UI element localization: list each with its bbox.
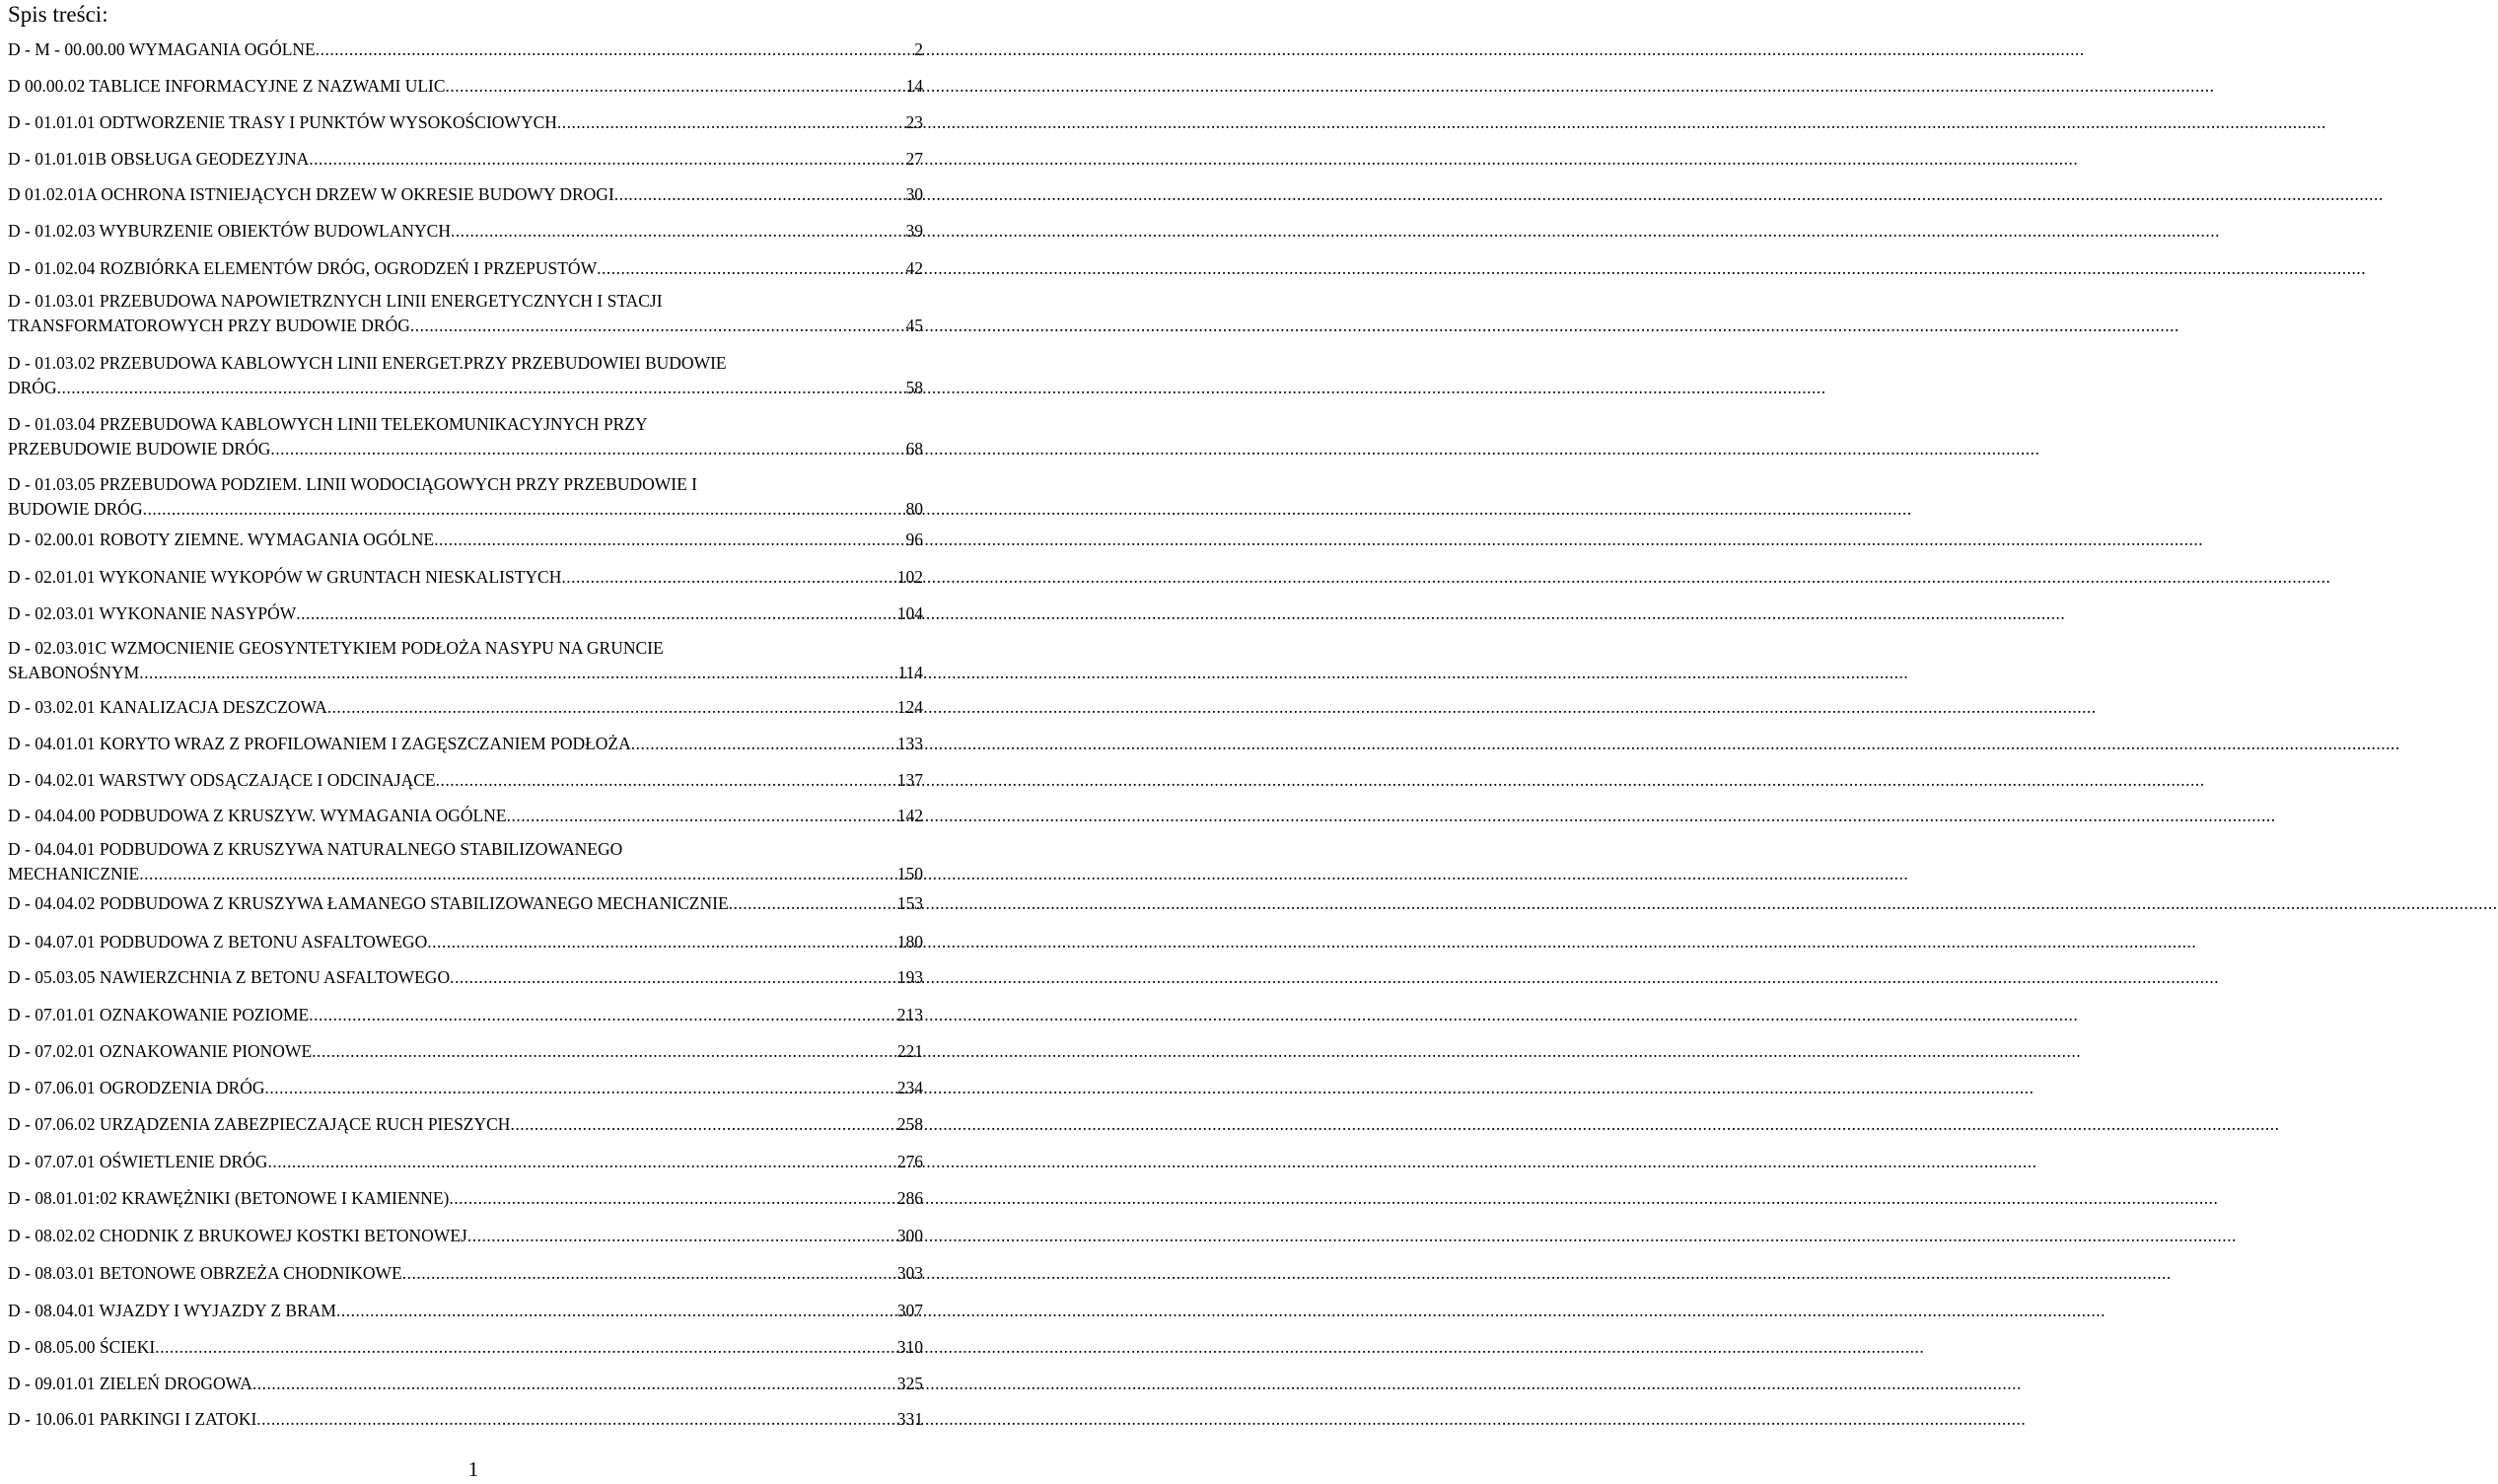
toc-entry-line [8, 1407, 923, 1432]
toc-entry[interactable] [8, 1186, 923, 1211]
page-number: 1 [467, 1457, 479, 1481]
toc-entry-title-line: D - 01.03.02 PRZEBUDOWA KABLOWYCH LINII ENERGET.PRZY PRZEBUDOWIEI BUDOWIE [8, 353, 727, 373]
toc-entry[interactable] [8, 1076, 923, 1100]
toc-entry-line [8, 1261, 923, 1286]
toc-entry-label: D - 04.01.01 KORYTO WRAZ Z PROFILOWANIEM I ZAGĘSZCZANIEM PODŁOŻA [8, 734, 631, 753]
toc-entry-page: 102 [896, 567, 923, 587]
toc-entry[interactable] [8, 1150, 923, 1174]
toc-entry[interactable] [8, 930, 923, 954]
dot-leader [561, 565, 896, 590]
toc-entry-line [8, 314, 923, 338]
toc-entry[interactable] [8, 695, 923, 720]
toc-entry-page: 331 [896, 1409, 923, 1429]
dot-leader [402, 1261, 897, 1286]
dot-leader [265, 1076, 897, 1100]
toc-entry-page: 68 [905, 438, 923, 459]
dot-leader [410, 314, 906, 338]
dot-leader [309, 1003, 897, 1027]
toc-entry-page: 286 [896, 1188, 923, 1208]
dot-leader [729, 891, 897, 916]
toc-entry[interactable] [8, 289, 923, 337]
toc-entry[interactable] [8, 732, 923, 756]
toc-entry[interactable] [8, 965, 923, 990]
toc-entry[interactable] [8, 601, 923, 626]
toc-entry-page: 133 [896, 734, 923, 753]
toc-entry-line [8, 965, 923, 990]
toc-entry-page: 180 [896, 932, 923, 952]
dot-leader [510, 1112, 896, 1137]
toc-entry-page: 234 [896, 1078, 923, 1097]
toc-entry-page: 137 [896, 770, 923, 790]
toc-entry-title-line: D - 01.03.04 PRZEBUDOWA KABLOWYCH LINII TELEKOMUNIKACYJNYCH PRZY [8, 414, 648, 434]
dot-leader [267, 1150, 896, 1174]
toc-entry-line [8, 1372, 923, 1396]
toc-entry-label: D - 01.01.01B OBSŁUGA GEODEZYJNA [8, 149, 310, 169]
toc-entry-line [8, 437, 923, 461]
dot-leader [256, 1407, 896, 1432]
toc-entry-line [8, 1299, 923, 1323]
toc-entry-page: 58 [905, 377, 923, 397]
toc-entry-label: D - 08.03.01 BETONOWE OBRZEŻA CHODNIKOWE [8, 1263, 402, 1283]
toc-entry-page: 2 [914, 39, 923, 59]
toc-entry-page: 27 [905, 149, 923, 169]
dot-leader [316, 37, 915, 62]
toc-entry-label: D - 03.02.01 KANALIZACJA DESZCZOWA [8, 697, 327, 717]
toc-entry[interactable] [8, 182, 923, 207]
toc-entry-page: 30 [905, 184, 923, 204]
toc-entry-label: BUDOWIE DRÓG [8, 498, 143, 519]
toc-entry-label: D - 07.07.01 OŚWIETLENIE DRÓG [8, 1152, 268, 1171]
toc-entry-title-line: D - 01.03.01 PRZEBUDOWA NAPOWIETRZNYCH LINII ENERGETYCZNYCH I STACJI [8, 291, 663, 311]
toc-entry[interactable] [8, 351, 923, 399]
toc-entry-line [8, 1150, 923, 1174]
dot-leader [312, 1039, 897, 1064]
dot-leader [252, 1372, 897, 1396]
toc-entry-line [8, 528, 923, 552]
toc-entry-page: 124 [896, 697, 923, 717]
dot-leader [557, 110, 906, 135]
dot-leader [139, 661, 897, 685]
toc-heading: Spis treści: [8, 2, 108, 27]
toc-entry[interactable] [8, 1299, 923, 1323]
toc-entry-label: SŁABONOŚNYM [8, 662, 140, 682]
toc-entry-page: 153 [896, 893, 923, 913]
toc-entry-page: 276 [896, 1152, 923, 1171]
toc-entry-line [8, 768, 923, 793]
toc-entry-line [8, 804, 923, 828]
toc-entry-page: 325 [896, 1374, 923, 1393]
toc-entry-line [8, 1112, 923, 1137]
toc-entry-page: 14 [905, 76, 923, 96]
dot-leader [57, 376, 906, 400]
toc-entry[interactable] [8, 219, 923, 244]
toc-entry-label: DRÓG [8, 377, 57, 397]
toc-entry[interactable] [8, 1335, 923, 1360]
dot-leader [143, 497, 906, 522]
toc-entry-title-line: D - 04.04.01 PODBUDOWA Z KRUSZYWA NATURALNEGO STABILIZOWANEGO [8, 839, 623, 859]
toc-entry-line [8, 1076, 923, 1100]
dot-leader [631, 732, 897, 756]
toc-entry-label: D - 04.04.00 PODBUDOWA Z KRUSZYW. WYMAGANIA OGÓLNE [8, 806, 507, 825]
toc-entry[interactable] [8, 74, 923, 99]
toc-entry-label: TRANSFORMATOROWYCH PRZY BUDOWIE DRÓG [8, 315, 410, 335]
toc-entry-label: D - 04.02.01 WARSTWY ODSĄCZAJĄCE I ODCINAJĄCE [8, 770, 436, 790]
dot-leader [450, 965, 897, 990]
dot-leader [327, 695, 897, 720]
toc-entry-label: D 00.00.02 TABLICE INFORMACYJNE Z NAZWAMI ULIC [8, 76, 446, 96]
toc-entry[interactable] [8, 636, 923, 684]
toc-entry-page: 80 [905, 498, 923, 519]
toc-entry[interactable] [8, 837, 923, 885]
toc-entry-page: 213 [896, 1005, 923, 1025]
dot-leader [296, 601, 896, 626]
toc-entry-line [8, 182, 923, 207]
toc-entry-page: 303 [896, 1263, 923, 1283]
toc-entry-page: 310 [896, 1337, 923, 1357]
toc-entry-line [8, 930, 923, 954]
toc-entry-label: D - 08.04.01 WJAZDY I WYJAZDY Z BRAM [8, 1301, 336, 1320]
toc-entry-page: 193 [896, 967, 923, 987]
dot-leader [451, 219, 906, 244]
toc-entry-label: D - 02.01.01 WYKONANIE WYKOPÓW W GRUNTACH NIESKALISTYCH [8, 567, 562, 587]
toc-entry-page: 45 [905, 315, 923, 335]
toc-entry-page: 142 [896, 806, 923, 825]
toc-entry-page: 39 [905, 221, 923, 241]
toc-entry[interactable] [8, 1224, 923, 1248]
toc-entry[interactable] [8, 528, 923, 552]
toc-entry[interactable] [8, 1112, 923, 1137]
toc-entry-page: 96 [905, 530, 923, 549]
toc-entry-label: D - 08.02.02 CHODNIK Z BRUKOWEJ KOSTKI BETONOWEJ [8, 1226, 467, 1245]
dot-leader [309, 147, 905, 172]
toc-entry-line [8, 1224, 923, 1248]
toc-entry[interactable] [8, 1372, 923, 1396]
toc-entry-line [8, 110, 923, 135]
toc-entry-line [8, 147, 923, 172]
toc-entry[interactable] [8, 1003, 923, 1027]
toc-entry-line [8, 376, 923, 400]
toc-entry-page: 114 [897, 662, 923, 682]
toc-entry-line [8, 219, 923, 244]
toc-entry-line [8, 37, 923, 62]
dot-leader [427, 930, 897, 954]
toc-entry-label: D - 04.07.01 PODBUDOWA Z BETONU ASFALTOWEGO [8, 932, 428, 952]
toc-entry-line [8, 565, 923, 590]
toc-entry-label: D - 10.06.01 PARKINGI I ZATOKI [8, 1409, 257, 1429]
toc-entry-label: D - 07.06.02 URZĄDZENIA ZABEZPIECZAJĄCE RUCH PIESZYCH [8, 1114, 511, 1134]
toc-entry-label: D - 07.06.01 OGRODZENIA DRÓG [8, 1078, 265, 1097]
toc-entry[interactable] [8, 147, 923, 172]
toc-entry-label: MECHANICZNIE [8, 863, 140, 883]
dot-leader [507, 804, 897, 828]
toc-entry-line [8, 74, 923, 99]
toc-entry-label: D - 01.02.04 ROZBIÓRKA ELEMENTÓW DRÓG, OGRODZEŃ I PRZEPUSTÓW [8, 258, 598, 278]
toc-entry-line [8, 1186, 923, 1211]
dot-leader [270, 437, 905, 461]
dot-leader [436, 768, 897, 793]
dot-leader [155, 1335, 897, 1360]
toc-entry[interactable] [8, 891, 923, 916]
toc-entry-page: 258 [896, 1114, 923, 1134]
toc-entry-page: 104 [896, 603, 923, 623]
toc-entry-page: 300 [896, 1226, 923, 1245]
dot-leader [336, 1299, 897, 1323]
toc-entry-title-line: D - 01.03.05 PRZEBUDOWA PODZIEM. LINII WODOCIĄGOWYCH PRZY PRZEBUDOWIE I [8, 474, 697, 494]
toc-entry-line [8, 661, 923, 685]
toc-entry-page: 221 [896, 1041, 923, 1061]
toc-entry[interactable] [8, 412, 923, 460]
toc-entry-page: 307 [896, 1301, 923, 1320]
dot-leader [446, 74, 906, 99]
toc-entry-line [8, 601, 923, 626]
toc-entry-line [8, 1335, 923, 1360]
toc-entry-label: D - 01.01.01 ODTWORZENIE TRASY I PUNKTÓW WYSOKOŚCIOWYCH [8, 112, 557, 132]
toc-entry[interactable] [8, 1407, 923, 1432]
toc-entry-label: D - 01.02.03 WYBURZENIE OBIEKTÓW BUDOWLANYCH [8, 221, 451, 241]
dot-leader [467, 1224, 897, 1248]
toc-entry-label: D - 09.01.01 ZIELEŃ DROGOWA [8, 1374, 252, 1393]
toc-entry[interactable] [8, 768, 923, 793]
toc-entry-title-line: D - 02.03.01C WZMOCNIENIE GEOSYNTETYKIEM PODŁOŻA NASYPU NA GRUNCIE [8, 638, 664, 658]
toc-entry-label: PRZEBUDOWIE BUDOWIE DRÓG [8, 438, 271, 459]
toc-entry-label: D - 04.04.02 PODBUDOWA Z KRUSZYWA ŁAMANEGO STABILIZOWANEGO MECHANICZNIE [8, 893, 729, 913]
toc-entry-line [8, 862, 923, 886]
toc-entry-page: 42 [905, 258, 923, 278]
toc-entry-label: D - 07.02.01 OZNAKOWANIE PIONOWE [8, 1041, 313, 1061]
toc-entry-label: D - M - 00.00.00 WYMAGANIA OGÓLNE [8, 39, 316, 59]
toc-entry-label: D - 02.00.01 ROBOTY ZIEMNE. WYMAGANIA OGÓLNE [8, 530, 435, 549]
toc-entry-line [8, 497, 923, 522]
toc-entry-label: D - 02.03.01 WYKONANIE NASYPÓW [8, 603, 297, 623]
toc-entry-line [8, 891, 923, 916]
toc-entry[interactable] [8, 472, 923, 521]
toc-entry-page: 23 [905, 112, 923, 132]
toc-entry[interactable] [8, 256, 923, 281]
dot-leader [139, 862, 897, 886]
toc-entry[interactable] [8, 1261, 923, 1286]
toc-entry-line [8, 695, 923, 720]
toc-entry-label: D - 07.01.01 OZNAKOWANIE POZIOME [8, 1005, 310, 1025]
toc-entry[interactable] [8, 37, 923, 62]
dot-leader [449, 1186, 896, 1211]
toc-entry-page: 150 [896, 863, 923, 883]
toc-entry-label: D 01.02.01A OCHRONA ISTNIEJĄCYCH DRZEW W OKRESIE BUDOWY DROGI [8, 184, 614, 204]
toc-entry-label: D - 08.05.00 ŚCIEKI [8, 1337, 156, 1357]
dot-leader [434, 528, 905, 552]
toc-entry[interactable] [8, 804, 923, 828]
dot-leader [614, 182, 906, 207]
dot-leader [597, 256, 905, 281]
toc-entry-label: D - 05.03.05 NAWIERZCHNIA Z BETONU ASFALTOWEGO [8, 967, 451, 987]
toc-entry[interactable] [8, 1039, 923, 1064]
toc-entry[interactable] [8, 110, 923, 135]
toc-entry-label: D - 08.01.01:02 KRAWĘŻNIKI (BETONOWE I KAMIENNE) [8, 1188, 450, 1208]
toc-entry-line [8, 1003, 923, 1027]
toc-entry-line [8, 256, 923, 281]
toc-entry-line [8, 732, 923, 756]
toc-entry-line [8, 1039, 923, 1064]
toc-entry[interactable] [8, 565, 923, 590]
